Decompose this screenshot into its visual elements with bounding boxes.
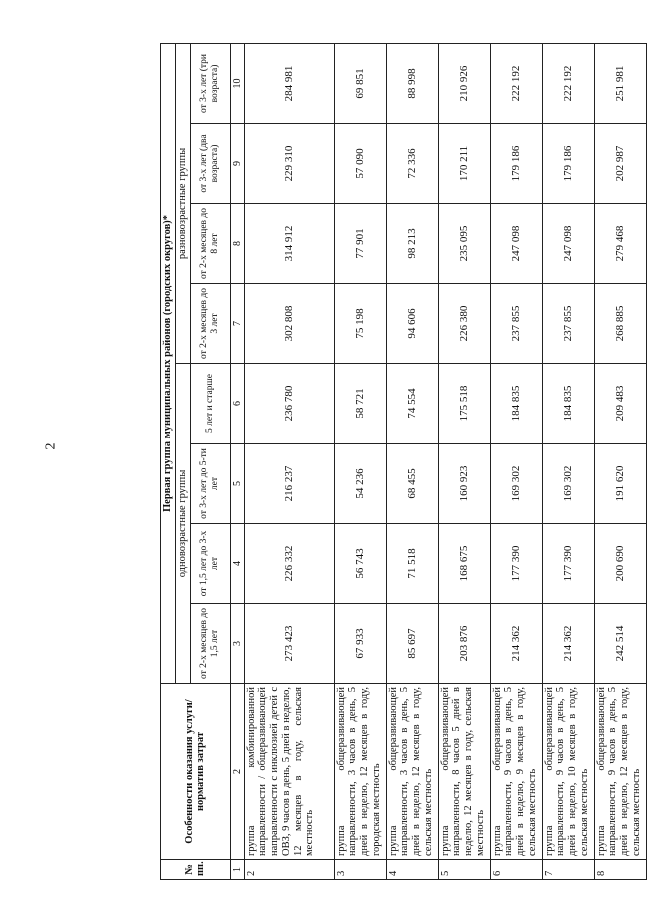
cell-value: 214 362 xyxy=(542,604,594,684)
cell-value: 169 302 xyxy=(542,444,594,524)
header-subcol: от 2-х месяцев до 8 лет xyxy=(190,204,230,284)
row-number: 6 xyxy=(490,860,542,880)
row-description: группа комбинированной направленности / общеразвивающей направленности с инклюзией детей с ОВЗ, 9 часов в день, 5 дней в неделю, 12 месяцев в году, сельская местность xyxy=(244,684,334,860)
table-row xyxy=(244,43,334,879)
cell-value: 229 310 xyxy=(244,124,334,204)
column-number: 10 xyxy=(230,43,244,123)
table-row xyxy=(490,43,542,879)
cell-value: 179 186 xyxy=(490,124,542,204)
cell-value: 200 690 xyxy=(594,524,646,604)
column-number: 5 xyxy=(230,444,244,524)
row-description: группа общеразвивающей направленности, 9 часов в день, 5 дней в неделю, 12 месяцев в году, сельская местность xyxy=(594,684,646,860)
header-col-desc: Особенности оказания услуги/норматив затрат xyxy=(161,684,231,860)
cell-value: 177 390 xyxy=(542,524,594,604)
cell-value: 68 455 xyxy=(386,444,438,524)
cell-value: 235 095 xyxy=(438,204,490,284)
cell-value: 251 981 xyxy=(594,43,646,123)
cost-norms-table xyxy=(160,43,647,880)
cell-value: 236 780 xyxy=(244,364,334,444)
table-row xyxy=(438,43,490,879)
cell-value: 57 090 xyxy=(334,124,386,204)
column-number: 9 xyxy=(230,124,244,204)
row-number: 4 xyxy=(386,860,438,880)
cell-value: 177 390 xyxy=(490,524,542,604)
cell-value: 56 743 xyxy=(334,524,386,604)
cell-value: 69 851 xyxy=(334,43,386,123)
row-number: 3 xyxy=(334,860,386,880)
row-description: группа общеразвивающей направленности, 8 часов 5 дней в неделю, 12 месяцев в году, сельская местность xyxy=(438,684,490,860)
page-number: 2 xyxy=(43,442,59,450)
header-group-title: Первая группа муниципальных районов (городских округов)* xyxy=(161,43,176,683)
cell-value: 75 198 xyxy=(334,284,386,364)
table-row xyxy=(542,43,594,879)
cell-value: 169 302 xyxy=(490,444,542,524)
cell-value: 237 855 xyxy=(490,284,542,364)
header-multi-age: разновозрастные группы xyxy=(175,43,190,363)
cell-value: 202 987 xyxy=(594,124,646,204)
cell-value: 184 835 xyxy=(542,364,594,444)
cell-value: 209 483 xyxy=(594,364,646,444)
cell-value: 184 835 xyxy=(490,364,542,444)
column-number: 6 xyxy=(230,364,244,444)
cell-value: 279 468 xyxy=(594,204,646,284)
rotated-table-container xyxy=(160,44,642,880)
header-subcol: от 3-х лет (два возраста) xyxy=(190,124,230,204)
cell-value: 160 923 xyxy=(438,444,490,524)
row-number: 8 xyxy=(594,860,646,880)
header-single-age: одновозрастные группы xyxy=(175,364,190,684)
cell-value: 214 362 xyxy=(490,604,542,684)
row-description: группа общеразвивающей направленности, 9 часов в день, 5 дней в неделю, 9 месяцев в году, сельская местность xyxy=(490,684,542,860)
row-description: группа общеразвивающей направленности, 9 часов в день, 5 дней в неделю, 10 месяцев в году, сельская местность xyxy=(542,684,594,860)
cell-value: 237 855 xyxy=(542,284,594,364)
cell-value: 242 514 xyxy=(594,604,646,684)
table-row xyxy=(334,43,386,879)
cell-value: 72 336 xyxy=(386,124,438,204)
cell-value: 170 211 xyxy=(438,124,490,204)
cell-value: 302 808 xyxy=(244,284,334,364)
cell-value: 67 933 xyxy=(334,604,386,684)
cell-value: 71 518 xyxy=(386,524,438,604)
header-subcol: от 2-х месяцев до 3 лет xyxy=(190,284,230,364)
cell-value: 54 236 xyxy=(334,444,386,524)
row-number: 5 xyxy=(438,860,490,880)
cell-value: 226 380 xyxy=(438,284,490,364)
column-number: 7 xyxy=(230,284,244,364)
cell-value: 179 186 xyxy=(542,124,594,204)
header-subcol: 5 лет и старше xyxy=(190,364,230,444)
column-number: 8 xyxy=(230,204,244,284)
column-number: 1 xyxy=(230,860,244,880)
column-number: 4 xyxy=(230,524,244,604)
cell-value: 284 981 xyxy=(244,43,334,123)
header-subcol: от 2-х месяцев до 1,5 лет xyxy=(190,604,230,684)
table-body xyxy=(244,43,646,879)
cell-value: 88 998 xyxy=(386,43,438,123)
table-row xyxy=(386,43,438,879)
cell-value: 191 620 xyxy=(594,444,646,524)
cell-value: 94 606 xyxy=(386,284,438,364)
header-subcol: от 3-х лет до 5-ти лет xyxy=(190,444,230,524)
cell-value: 273 423 xyxy=(244,604,334,684)
cell-value: 98 213 xyxy=(386,204,438,284)
cell-value: 168 675 xyxy=(438,524,490,604)
cell-value: 58 721 xyxy=(334,364,386,444)
row-description: группа общеразвивающей направленности, 3 часов в день, 5 дней в неделю, 12 месяцев в году, городская местность xyxy=(334,684,386,860)
row-description: группа общеразвивающей направленности, 3 часов в день, 5 дней в неделю, 12 месяцев в году, сельская местность xyxy=(386,684,438,860)
cell-value: 247 098 xyxy=(542,204,594,284)
table-row xyxy=(594,43,646,879)
cell-value: 247 098 xyxy=(490,204,542,284)
cell-value: 210 926 xyxy=(438,43,490,123)
cell-value: 268 885 xyxy=(594,284,646,364)
cell-value: 203 876 xyxy=(438,604,490,684)
row-number: 7 xyxy=(542,860,594,880)
cell-value: 222 192 xyxy=(542,43,594,123)
cell-value: 314 912 xyxy=(244,204,334,284)
row-number: 2 xyxy=(244,860,334,880)
cell-value: 74 554 xyxy=(386,364,438,444)
column-number: 3 xyxy=(230,604,244,684)
cell-value: 226 332 xyxy=(244,524,334,604)
cell-value: 77 901 xyxy=(334,204,386,284)
header-subcol: от 1,5 лет до 3-х лет xyxy=(190,524,230,604)
cell-value: 175 518 xyxy=(438,364,490,444)
cell-value: 222 192 xyxy=(490,43,542,123)
header-col-no: № пп. xyxy=(161,860,231,880)
cell-value: 85 697 xyxy=(386,604,438,684)
cell-value: 216 237 xyxy=(244,444,334,524)
column-number: 2 xyxy=(230,684,244,860)
header-subcol: от 3-х лет (три возраста) xyxy=(190,43,230,123)
